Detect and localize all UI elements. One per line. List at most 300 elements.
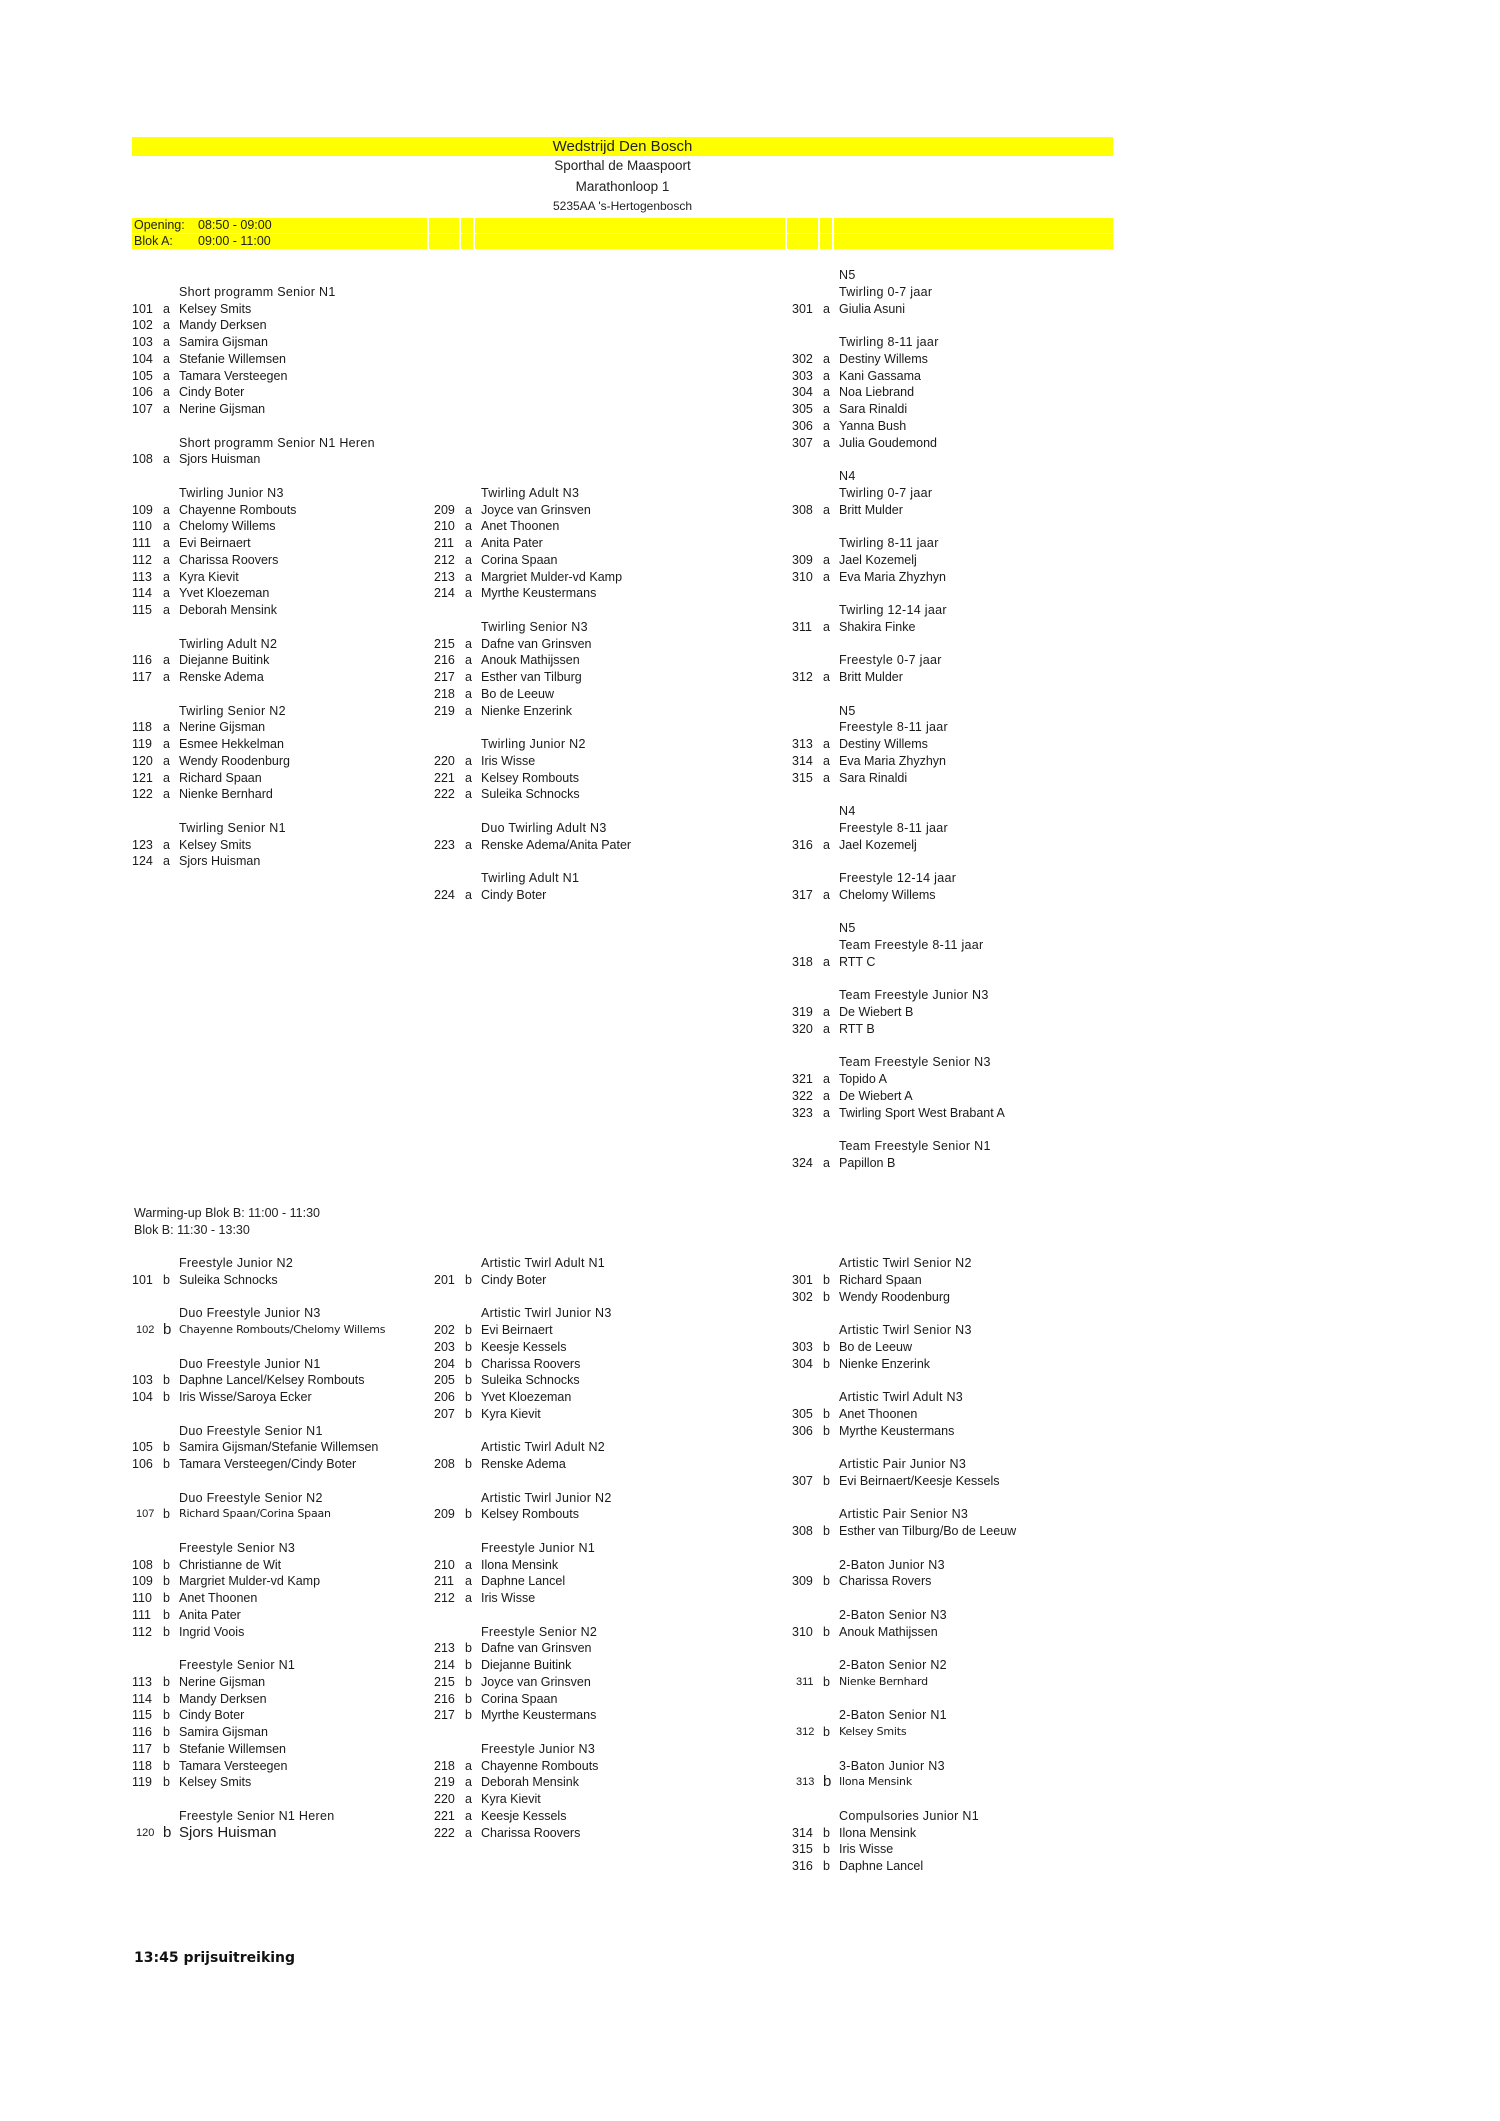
start-number: 111 bbox=[132, 536, 152, 550]
participant-name: Evi Beirnaert bbox=[481, 1323, 553, 1337]
start-number: 223 bbox=[434, 837, 455, 852]
participant-name: Renske Adema bbox=[481, 1457, 566, 1471]
block-letter: b bbox=[465, 1674, 472, 1689]
start-number: 308 bbox=[792, 502, 813, 517]
category-label: Compulsories Junior N1 bbox=[839, 1808, 979, 1823]
category-label: N5 bbox=[839, 921, 856, 936]
start-number: 109 bbox=[132, 1574, 153, 1589]
start-number: 121 bbox=[132, 770, 153, 785]
participant-name: Chayenne Rombouts/Chelomy Willems bbox=[179, 1323, 386, 1336]
start-number: 318 bbox=[792, 954, 813, 969]
block-letter: a bbox=[465, 502, 472, 517]
start-number: 117 bbox=[132, 670, 152, 684]
block-letter: a bbox=[823, 385, 830, 400]
category-label: Twirling 8-11 jaar bbox=[839, 536, 939, 550]
opening-row bbox=[134, 218, 272, 233]
block-letter: a bbox=[465, 837, 472, 852]
category-label: Duo Freestyle Junior N1 bbox=[179, 1356, 321, 1371]
participant-name: Nerine Gijsman bbox=[179, 720, 266, 735]
block-letter: b bbox=[465, 1406, 472, 1421]
participant-name: Anita Pater bbox=[179, 1607, 241, 1622]
category-label: Twirling 12-14 jaar bbox=[839, 603, 947, 617]
category-label: Artistic Twirl Senior N3 bbox=[839, 1323, 972, 1337]
participant-name: Charissa Roovers bbox=[481, 1356, 581, 1371]
block-letter: b bbox=[823, 1272, 830, 1287]
participant-name: Esther van Tilburg bbox=[481, 670, 582, 684]
participant-name: Yanna Bush bbox=[839, 418, 907, 433]
block-letter: a bbox=[163, 351, 170, 366]
participant-name: Jael Kozemelj bbox=[839, 837, 917, 852]
block-letter: a bbox=[465, 887, 472, 902]
category-label: Artistic Pair Junior N3 bbox=[839, 1457, 967, 1471]
block-letter: a bbox=[465, 653, 472, 668]
start-number: 302 bbox=[792, 1289, 813, 1304]
start-number: 312 bbox=[792, 670, 813, 684]
block-letter: a bbox=[823, 954, 830, 969]
block-letter: a bbox=[163, 837, 170, 852]
participant-name: Julia Goudemond bbox=[839, 435, 937, 450]
participant-name: Twirling Sport West Brabant A bbox=[839, 1105, 1005, 1120]
participant-name: Evi Beirnaert bbox=[179, 536, 251, 550]
participant-name: Sara Rinaldi bbox=[839, 770, 908, 785]
participant-name: Diejanne Buitink bbox=[481, 1658, 572, 1672]
block-letter: a bbox=[163, 603, 170, 617]
participant-name: Sjors Huisman bbox=[179, 1823, 277, 1841]
block-letter: a bbox=[465, 787, 472, 802]
start-number: 224 bbox=[434, 887, 455, 902]
block-letter: a bbox=[163, 586, 170, 601]
start-number: 120 bbox=[136, 1826, 155, 1839]
participant-name: Yvet Kloezeman bbox=[179, 586, 270, 601]
participant-name: Nienke Enzerink bbox=[839, 1356, 931, 1371]
block-letter: a bbox=[163, 552, 170, 567]
start-number: 204 bbox=[434, 1356, 455, 1371]
participant-name: Nienke Enzerink bbox=[481, 703, 573, 718]
participant-name: Mandy Derksen bbox=[179, 318, 267, 333]
start-number: 301 bbox=[792, 301, 813, 316]
start-number: 220 bbox=[434, 753, 455, 768]
venue-name: Sporthal de Maaspoort bbox=[554, 158, 691, 173]
start-number: 215 bbox=[434, 1674, 455, 1689]
participant-name: Jael Kozemelj bbox=[839, 552, 917, 567]
block-letter: a bbox=[823, 1088, 830, 1103]
block-letter: a bbox=[163, 519, 170, 534]
block-letter: b bbox=[823, 1473, 830, 1488]
start-number: 110 bbox=[132, 1591, 152, 1605]
opening-time: 08:50 - 09:00 bbox=[198, 218, 272, 232]
block-letter: a bbox=[823, 887, 830, 902]
start-number: 203 bbox=[434, 1339, 455, 1354]
start-number: 115 bbox=[132, 1708, 152, 1723]
block-letter: a bbox=[823, 1155, 830, 1170]
block-letter: a bbox=[163, 536, 170, 550]
start-number: 118 bbox=[132, 1758, 152, 1773]
start-number: 309 bbox=[792, 1574, 813, 1589]
participant-name: Chelomy Willems bbox=[839, 887, 936, 902]
block-letter: a bbox=[823, 737, 830, 751]
start-number: 302 bbox=[792, 351, 813, 366]
category-label: Twirling 8-11 jaar bbox=[839, 335, 939, 349]
block-letter: a bbox=[465, 1825, 472, 1840]
start-number: 208 bbox=[434, 1457, 455, 1471]
start-number: 221 bbox=[434, 770, 455, 785]
block-letter: b bbox=[465, 1658, 472, 1672]
participant-name: Stefanie Willemsen bbox=[179, 1741, 286, 1756]
category-label: Duo Freestyle Senior N2 bbox=[179, 1490, 323, 1505]
participant-name: Eva Maria Zhyzhyn bbox=[839, 569, 946, 584]
start-number: 101 bbox=[132, 1272, 153, 1287]
block-letter: a bbox=[465, 1574, 472, 1589]
participant-name: Nienke Bernhard bbox=[839, 1674, 928, 1688]
start-number: 110 bbox=[132, 519, 152, 534]
start-number: 322 bbox=[792, 1088, 813, 1103]
participant-name: Stefanie Willemsen bbox=[179, 351, 286, 366]
participant-name: Joyce van Grinsven bbox=[481, 502, 591, 517]
start-number: 321 bbox=[792, 1072, 813, 1086]
block-letter: b bbox=[823, 1674, 830, 1689]
start-number: 310 bbox=[792, 1624, 813, 1639]
participant-name: Chelomy Willems bbox=[179, 519, 276, 534]
start-number: 214 bbox=[434, 586, 455, 601]
block-letter: a bbox=[823, 1021, 830, 1036]
block-letter: a bbox=[465, 552, 472, 567]
category-label: Twirling Senior N3 bbox=[481, 619, 588, 634]
blok-b-time: Blok B: 11:30 - 13:30 bbox=[134, 1223, 250, 1237]
participant-name: Papillon B bbox=[839, 1155, 896, 1170]
participant-name: Charissa Roovers bbox=[481, 1825, 581, 1840]
start-number: 304 bbox=[792, 1356, 813, 1371]
block-letter: a bbox=[465, 1591, 472, 1605]
start-number: 123 bbox=[132, 837, 153, 852]
event-title: Wedstrijd Den Bosch bbox=[552, 138, 693, 155]
block-letter: a bbox=[163, 368, 170, 383]
participant-name: Giulia Asuni bbox=[839, 301, 906, 316]
block-letter: a bbox=[465, 636, 472, 651]
start-number: 119 bbox=[132, 737, 152, 751]
start-number: 316 bbox=[792, 1859, 813, 1873]
participant-name: Kani Gassama bbox=[839, 368, 921, 383]
start-number: 104 bbox=[132, 351, 153, 366]
participant-name: Richard Spaan bbox=[839, 1272, 922, 1287]
category-label: Team Freestyle Junior N3 bbox=[839, 988, 989, 1003]
start-number: 315 bbox=[792, 770, 813, 785]
participant-name: Evi Beirnaert/Keesje Kessels bbox=[839, 1473, 1000, 1488]
start-number: 109 bbox=[132, 502, 153, 517]
block-letter: a bbox=[163, 770, 170, 785]
category-label: Artistic Pair Senior N3 bbox=[839, 1507, 969, 1522]
block-letter: a bbox=[823, 435, 830, 450]
block-letter: a bbox=[163, 502, 170, 517]
category-label: N4 bbox=[839, 804, 856, 818]
start-number: 103 bbox=[132, 1373, 153, 1388]
start-number: 210 bbox=[434, 1557, 455, 1572]
participant-name: Nerine Gijsman bbox=[179, 402, 266, 416]
category-label: Artistic Twirl Junior N2 bbox=[481, 1490, 612, 1505]
participant-name: Richard Spaan/Corina Spaan bbox=[179, 1507, 331, 1521]
start-number: 324 bbox=[792, 1155, 813, 1170]
block-letter: b bbox=[465, 1708, 472, 1723]
participant-name: Ilona Mensink bbox=[481, 1557, 559, 1572]
participant-name: Destiny Willems bbox=[839, 351, 928, 366]
block-letter: a bbox=[823, 1072, 830, 1086]
blok-a-time: 09:00 - 11:00 bbox=[198, 234, 271, 248]
block-letter: b bbox=[465, 1272, 472, 1287]
block-letter: a bbox=[163, 335, 170, 349]
participant-name: Christianne de Wit bbox=[179, 1557, 282, 1572]
start-number: 314 bbox=[792, 753, 813, 768]
category-label: Twirling Senior N2 bbox=[179, 703, 286, 718]
participant-name: Britt Mulder bbox=[839, 670, 903, 684]
start-number: 221 bbox=[434, 1808, 455, 1823]
start-number: 317 bbox=[792, 887, 813, 902]
block-letter: b bbox=[823, 1773, 832, 1791]
start-number: 312 bbox=[796, 1726, 815, 1738]
participant-name: Margriet Mulder-vd Kamp bbox=[179, 1574, 321, 1589]
start-number: 113 bbox=[132, 569, 152, 584]
participant-name: Kelsey Smits bbox=[179, 1775, 252, 1790]
block-letter: b bbox=[465, 1390, 472, 1404]
start-number: 102 bbox=[136, 1324, 155, 1336]
category-label: Freestyle Junior N1 bbox=[481, 1540, 596, 1555]
block-letter: b bbox=[465, 1373, 472, 1388]
participant-name: Samira Gijsman bbox=[179, 1725, 268, 1739]
participant-name: Cindy Boter bbox=[179, 1708, 245, 1723]
category-label: Twirling Junior N3 bbox=[179, 485, 284, 500]
venue-street: Marathonloop 1 bbox=[575, 179, 670, 194]
start-number: 311 bbox=[792, 619, 812, 634]
participant-name: RTT B bbox=[839, 1021, 875, 1036]
category-label: Freestyle Senior N1 Heren bbox=[179, 1808, 335, 1823]
participant-name: Richard Spaan bbox=[179, 770, 262, 785]
block-letter: a bbox=[163, 653, 170, 668]
start-number: 319 bbox=[792, 1005, 813, 1019]
start-number: 209 bbox=[434, 502, 455, 517]
start-number: 201 bbox=[434, 1272, 455, 1287]
block-letter: a bbox=[163, 402, 170, 416]
participant-name: Shakira Finke bbox=[839, 619, 916, 634]
start-number: 305 bbox=[792, 402, 813, 416]
start-number: 314 bbox=[792, 1825, 813, 1840]
participant-name: Sjors Huisman bbox=[179, 854, 261, 869]
start-number: 309 bbox=[792, 552, 813, 567]
category-label: Short programm Senior N1 Heren bbox=[179, 435, 375, 450]
block-letter: a bbox=[823, 670, 830, 684]
block-letter: b bbox=[163, 1775, 170, 1790]
block-letter: a bbox=[465, 586, 472, 601]
category-label: 3-Baton Junior N3 bbox=[839, 1758, 945, 1773]
start-number: 313 bbox=[796, 1776, 815, 1789]
participant-name: RTT C bbox=[839, 954, 876, 969]
participant-name: Anouk Mathijssen bbox=[481, 653, 580, 668]
start-number: 307 bbox=[792, 435, 813, 450]
block-letter: b bbox=[823, 1859, 830, 1873]
category-label: Artistic Twirl Senior N2 bbox=[839, 1256, 972, 1270]
participant-name: Kyra Kievit bbox=[179, 569, 239, 584]
start-number: 219 bbox=[434, 703, 455, 718]
start-number: 122 bbox=[132, 787, 153, 802]
block-letter: a bbox=[163, 318, 170, 333]
category-label: Artistic Twirl Adult N3 bbox=[839, 1390, 964, 1404]
blok-a-row bbox=[134, 234, 271, 249]
participant-name: Wendy Roodenburg bbox=[839, 1289, 950, 1304]
block-letter: b bbox=[823, 1356, 830, 1371]
block-letter: a bbox=[823, 351, 830, 366]
start-number: 311 bbox=[796, 1675, 814, 1688]
block-letter: a bbox=[465, 536, 472, 550]
start-number: 305 bbox=[792, 1406, 813, 1421]
start-number: 320 bbox=[792, 1021, 813, 1036]
start-number: 306 bbox=[792, 418, 813, 433]
start-number: 114 bbox=[132, 586, 152, 601]
participant-name: Cindy Boter bbox=[481, 887, 547, 902]
block-letter: b bbox=[823, 1842, 830, 1857]
start-number: 107 bbox=[132, 402, 153, 416]
start-number: 222 bbox=[434, 1825, 455, 1840]
block-letter: b bbox=[823, 1423, 830, 1438]
block-letter: a bbox=[823, 619, 830, 634]
block-letter: b bbox=[465, 1457, 472, 1471]
participant-name: Ingrid Voois bbox=[179, 1624, 245, 1639]
participant-name: Esther van Tilburg/Bo de Leeuw bbox=[839, 1524, 1017, 1538]
block-letter: b bbox=[163, 1607, 170, 1622]
start-number: 308 bbox=[792, 1524, 813, 1538]
start-number: 104 bbox=[132, 1390, 153, 1404]
block-letter: b bbox=[465, 1323, 472, 1337]
start-number: 310 bbox=[792, 569, 813, 584]
block-letter: b bbox=[163, 1591, 170, 1605]
block-letter: a bbox=[465, 1808, 472, 1823]
category-label: Freestyle 12-14 jaar bbox=[839, 871, 957, 885]
block-letter: b bbox=[823, 1725, 830, 1739]
participant-name: Destiny Willems bbox=[839, 737, 928, 751]
start-number: 315 bbox=[792, 1842, 813, 1857]
category-label: Artistic Twirl Junior N3 bbox=[481, 1306, 612, 1321]
start-number: 206 bbox=[434, 1390, 455, 1404]
start-number: 108 bbox=[132, 1557, 153, 1572]
block-letter: a bbox=[465, 1792, 472, 1806]
category-label: Artistic Twirl Adult N1 bbox=[481, 1256, 606, 1270]
category-label: Freestyle Senior N3 bbox=[179, 1540, 296, 1555]
start-number: 215 bbox=[434, 636, 455, 651]
participant-name: Renske Adema/Anita Pater bbox=[481, 837, 632, 852]
start-number: 313 bbox=[792, 737, 813, 751]
participant-name: Anet Thoonen bbox=[839, 1406, 918, 1421]
participant-name: Corina Spaan bbox=[481, 552, 558, 567]
category-label: Freestyle Senior N2 bbox=[481, 1624, 598, 1639]
block-letter: a bbox=[465, 686, 472, 701]
block-letter: a bbox=[823, 301, 830, 316]
participant-name: Cindy Boter bbox=[179, 385, 245, 400]
start-number: 114 bbox=[132, 1691, 152, 1706]
participant-name: Esmee Hekkelman bbox=[179, 737, 284, 751]
block-letter: b bbox=[823, 1406, 830, 1421]
participant-name: Cindy Boter bbox=[481, 1272, 547, 1287]
participant-name: Mandy Derksen bbox=[179, 1691, 267, 1706]
participant-name: Eva Maria Zhyzhyn bbox=[839, 753, 946, 768]
start-number: 217 bbox=[434, 670, 455, 684]
category-label: Team Freestyle Senior N1 bbox=[839, 1139, 991, 1153]
block-letter: a bbox=[823, 1105, 830, 1120]
participant-name: Corina Spaan bbox=[481, 1691, 558, 1706]
block-letter: b bbox=[823, 1825, 830, 1840]
block-letter: a bbox=[163, 720, 170, 735]
category-label: 2-Baton Senior N2 bbox=[839, 1658, 947, 1672]
block-letter: b bbox=[163, 1674, 170, 1689]
participant-name: Noa Liebrand bbox=[839, 385, 915, 400]
start-number: 219 bbox=[434, 1775, 455, 1790]
category-label: Twirling Adult N2 bbox=[179, 636, 278, 651]
category-label: Freestyle Senior N1 bbox=[179, 1658, 296, 1672]
block-letter: b bbox=[163, 1272, 170, 1287]
start-number: 117 bbox=[132, 1741, 152, 1756]
participant-name: Ilona Mensink bbox=[839, 1825, 917, 1840]
start-number: 119 bbox=[132, 1775, 152, 1790]
category-label: N5 bbox=[839, 703, 856, 718]
block-letter: a bbox=[465, 519, 472, 534]
participant-name: Myrthe Keustermans bbox=[839, 1423, 955, 1438]
start-number: 106 bbox=[132, 1457, 153, 1471]
participant-name: Charissa Rovers bbox=[839, 1574, 932, 1589]
block-letter: b bbox=[163, 1758, 170, 1773]
start-number: 120 bbox=[132, 753, 153, 768]
participant-name: Sara Rinaldi bbox=[839, 402, 908, 416]
category-label: Freestyle Junior N3 bbox=[481, 1741, 596, 1756]
start-number: 216 bbox=[434, 1691, 455, 1706]
block-letter: b bbox=[163, 1457, 170, 1471]
block-letter: a bbox=[163, 452, 170, 467]
participant-name: Anouk Mathijssen bbox=[839, 1624, 938, 1639]
block-letter: b bbox=[823, 1289, 830, 1304]
participant-name: Chayenne Rombouts bbox=[481, 1758, 599, 1773]
block-letter: a bbox=[163, 737, 170, 751]
block-letter: b bbox=[465, 1356, 472, 1371]
start-number: 301 bbox=[792, 1272, 813, 1287]
start-number: 106 bbox=[132, 385, 153, 400]
start-number: 113 bbox=[132, 1674, 152, 1689]
participant-name: Anita Pater bbox=[481, 536, 543, 550]
participant-name: Daphne Lancel bbox=[481, 1574, 566, 1589]
participant-name: Sjors Huisman bbox=[179, 452, 261, 467]
participant-name: Kyra Kievit bbox=[481, 1406, 541, 1421]
block-letter: b bbox=[163, 1741, 170, 1756]
category-label: Duo Freestyle Senior N1 bbox=[179, 1423, 323, 1438]
block-letter: b bbox=[163, 1321, 172, 1338]
participant-name: Kelsey Rombouts bbox=[481, 770, 579, 785]
opening-band bbox=[132, 218, 1113, 233]
block-letter: a bbox=[465, 770, 472, 785]
category-label: Duo Freestyle Junior N3 bbox=[179, 1306, 321, 1321]
start-number: 303 bbox=[792, 1339, 813, 1354]
participant-name: Dafne van Grinsven bbox=[481, 1641, 592, 1656]
block-letter: a bbox=[163, 301, 170, 316]
start-number: 124 bbox=[132, 854, 153, 869]
start-number: 202 bbox=[434, 1323, 455, 1337]
block-letter: b bbox=[163, 1507, 170, 1522]
participant-name: Keesje Kessels bbox=[481, 1339, 567, 1354]
participant-name: Daphne Lancel/Kelsey Rombouts bbox=[179, 1373, 365, 1388]
participant-name: Suleika Schnocks bbox=[481, 1373, 580, 1388]
category-label: Artistic Twirl Adult N2 bbox=[481, 1440, 606, 1455]
participant-name: Yvet Kloezeman bbox=[481, 1390, 572, 1404]
start-number: 323 bbox=[792, 1105, 813, 1120]
start-number: 105 bbox=[132, 368, 153, 383]
participant-name: Anet Thoonen bbox=[179, 1591, 258, 1605]
participant-name: Charissa Roovers bbox=[179, 552, 279, 567]
start-number: 211 bbox=[434, 536, 454, 550]
category-label: Duo Twirling Adult N3 bbox=[481, 820, 607, 835]
participant-name: Suleika Schnocks bbox=[179, 1272, 278, 1287]
block-letter: b bbox=[163, 1708, 170, 1723]
